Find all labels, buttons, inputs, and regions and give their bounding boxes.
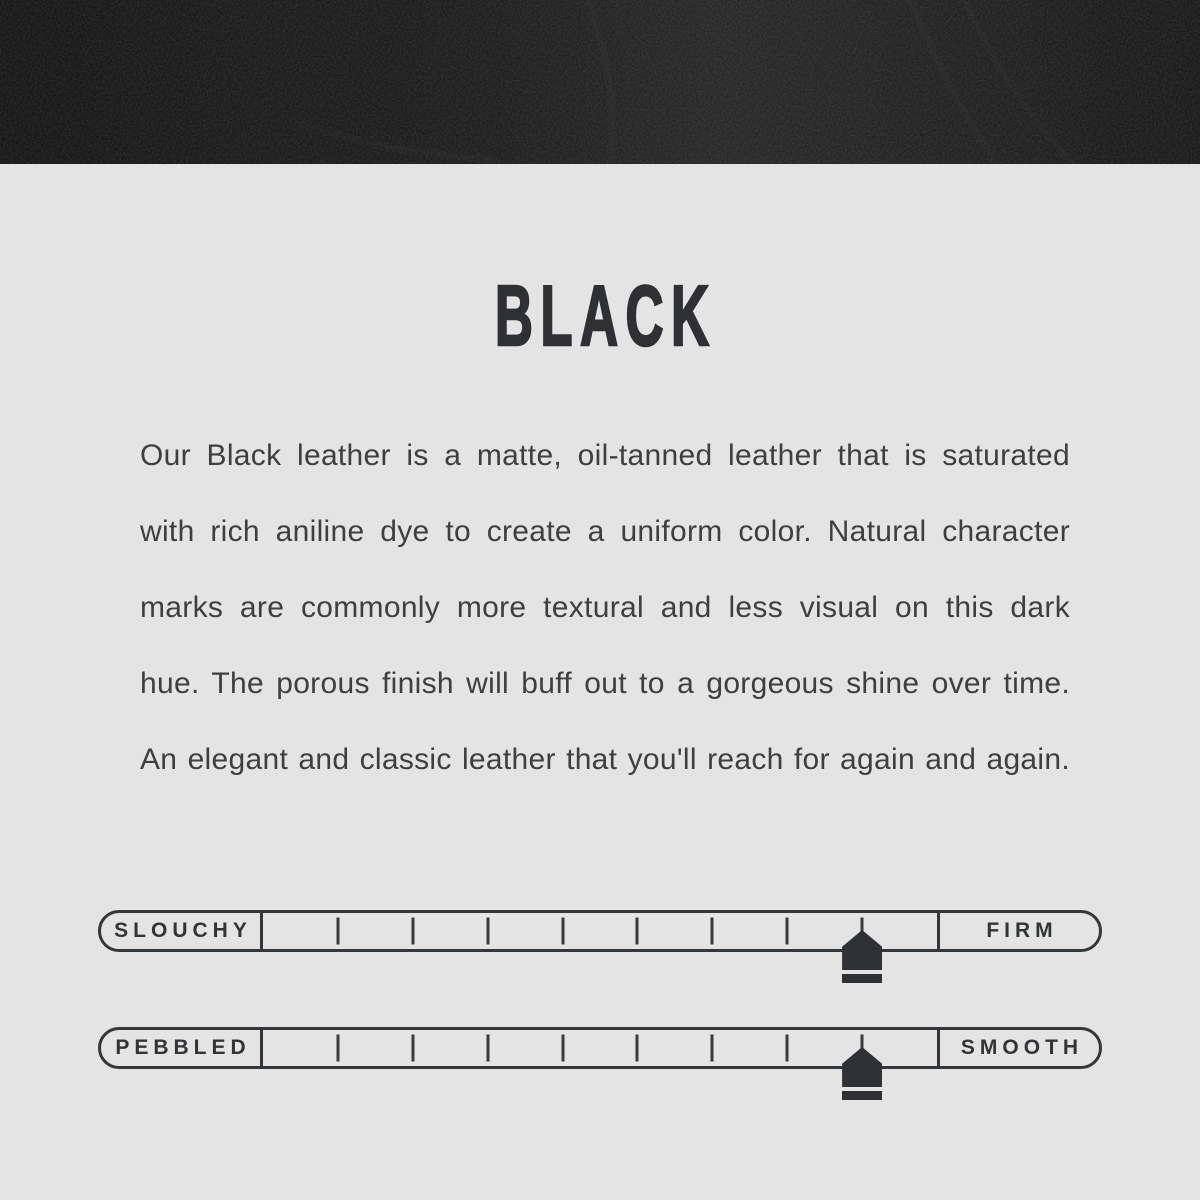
tick-mark (711, 918, 714, 945)
leather-texture-image (0, 0, 1200, 164)
tick-mark (486, 918, 489, 945)
description-line: Our Black leather is a matte, oil-tanned leather that is saturated (140, 439, 1070, 472)
scale-track (263, 1030, 937, 1066)
description-line: with rich aniline dye to create a uniform color. Natural character (140, 515, 1070, 548)
scale-left-section (101, 913, 263, 949)
tick-mark (786, 918, 789, 945)
scale-marker (842, 1047, 882, 1100)
tick-mark (711, 1035, 714, 1062)
scale-marker (842, 930, 882, 983)
description-line: marks are commonly more textural and less visual on this dark (140, 591, 1070, 624)
scale-right-label: SMOOTH (960, 1036, 1084, 1059)
tick-mark (636, 918, 639, 945)
tick-mark (636, 1035, 639, 1062)
scale-right-section (937, 913, 1099, 949)
leather-description (140, 418, 1070, 798)
description-line: An elegant and classic leather that you'll reach for again and again. (140, 743, 1070, 776)
page-title (0, 269, 1200, 364)
description-line: hue. The porous finish will buff out to a gorgeous shine over time. (140, 667, 1070, 700)
scale-marker-head (842, 1047, 882, 1087)
scale-left-section (101, 1030, 263, 1066)
scale-marker-head (842, 930, 882, 970)
tick-mark (411, 918, 414, 945)
tick-mark (486, 1035, 489, 1062)
tick-mark (561, 918, 564, 945)
scale-marker-base (842, 974, 882, 983)
tick-mark (336, 918, 339, 945)
scale-left-label: PEBBLED (115, 1036, 251, 1059)
scale-left-label: SLOUCHY (114, 919, 252, 942)
tick-mark (786, 1035, 789, 1062)
leather-texture-graphic (0, 0, 1200, 164)
tick-mark (561, 1035, 564, 1062)
scale-pebbled-smooth (98, 1027, 1102, 1069)
tick-mark (411, 1035, 414, 1062)
scale-right-label: FIRM (986, 919, 1058, 942)
scale-right-section (937, 1030, 1099, 1066)
tick-mark (336, 1035, 339, 1062)
scale-slouchy-firm (98, 910, 1102, 952)
page-title-text: BLACK (495, 269, 717, 364)
scale-marker-base (842, 1091, 882, 1100)
scale-track (263, 913, 937, 949)
